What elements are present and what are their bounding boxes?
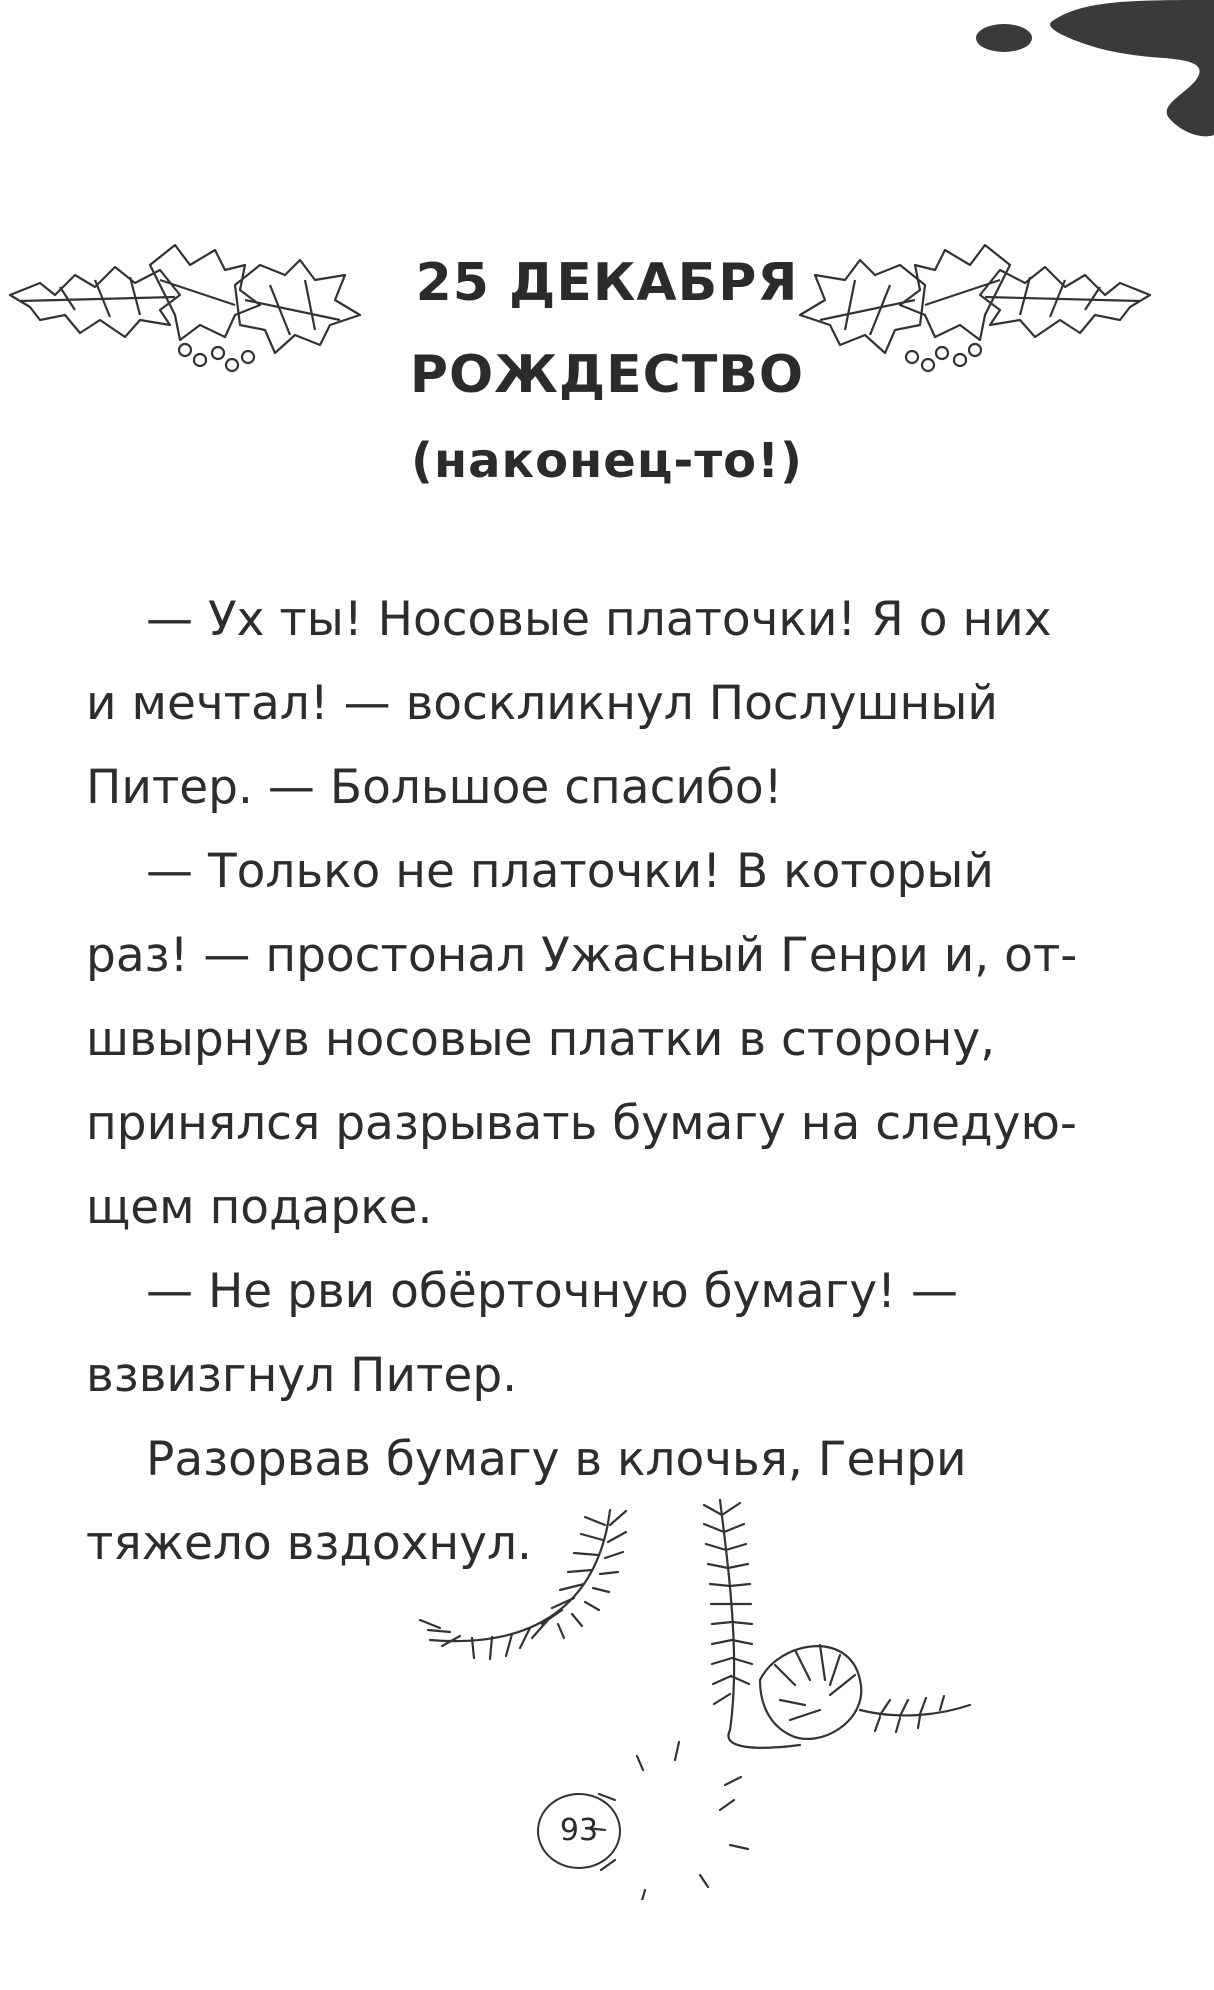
text-line: Питер. — Большое спасибо! <box>86 760 783 815</box>
text-line: — Ух ты! Носовые платочки! Я о них <box>146 592 1052 647</box>
text-line: швырнув носовые платки в сторону, <box>86 1012 996 1067</box>
story-text <box>86 578 1086 1586</box>
chapter-heading <box>0 245 1214 489</box>
ink-blot-icon <box>934 0 1214 150</box>
text-line: раз! — простонал Ужасный Генри и, от- <box>86 928 1078 983</box>
pine-branches-and-sun-icon <box>400 1480 1000 1900</box>
text-line: взвизгнул Питер. <box>86 1348 518 1403</box>
text-line: — Не рви обёрточную бумагу! — <box>146 1264 958 1319</box>
text-line: тяжело вздохнул. <box>86 1516 532 1571</box>
page-number: 93 <box>537 1793 621 1869</box>
text-line: щем подарке. <box>86 1180 433 1235</box>
chapter-holiday: РОЖДЕСТВО <box>409 345 805 405</box>
text-line: — Только не платочки! В который <box>146 844 994 899</box>
chapter-note: (наконец-то!) <box>411 433 803 489</box>
text-line: Разорвав бумагу в клочья, Генри <box>146 1432 967 1487</box>
text-line: принялся разрывать бумагу на следую- <box>86 1096 1077 1151</box>
text-line: и мечтал! — воскликнул Послушный <box>86 676 998 731</box>
chapter-date: 25 ДЕКАБРЯ <box>415 253 799 313</box>
